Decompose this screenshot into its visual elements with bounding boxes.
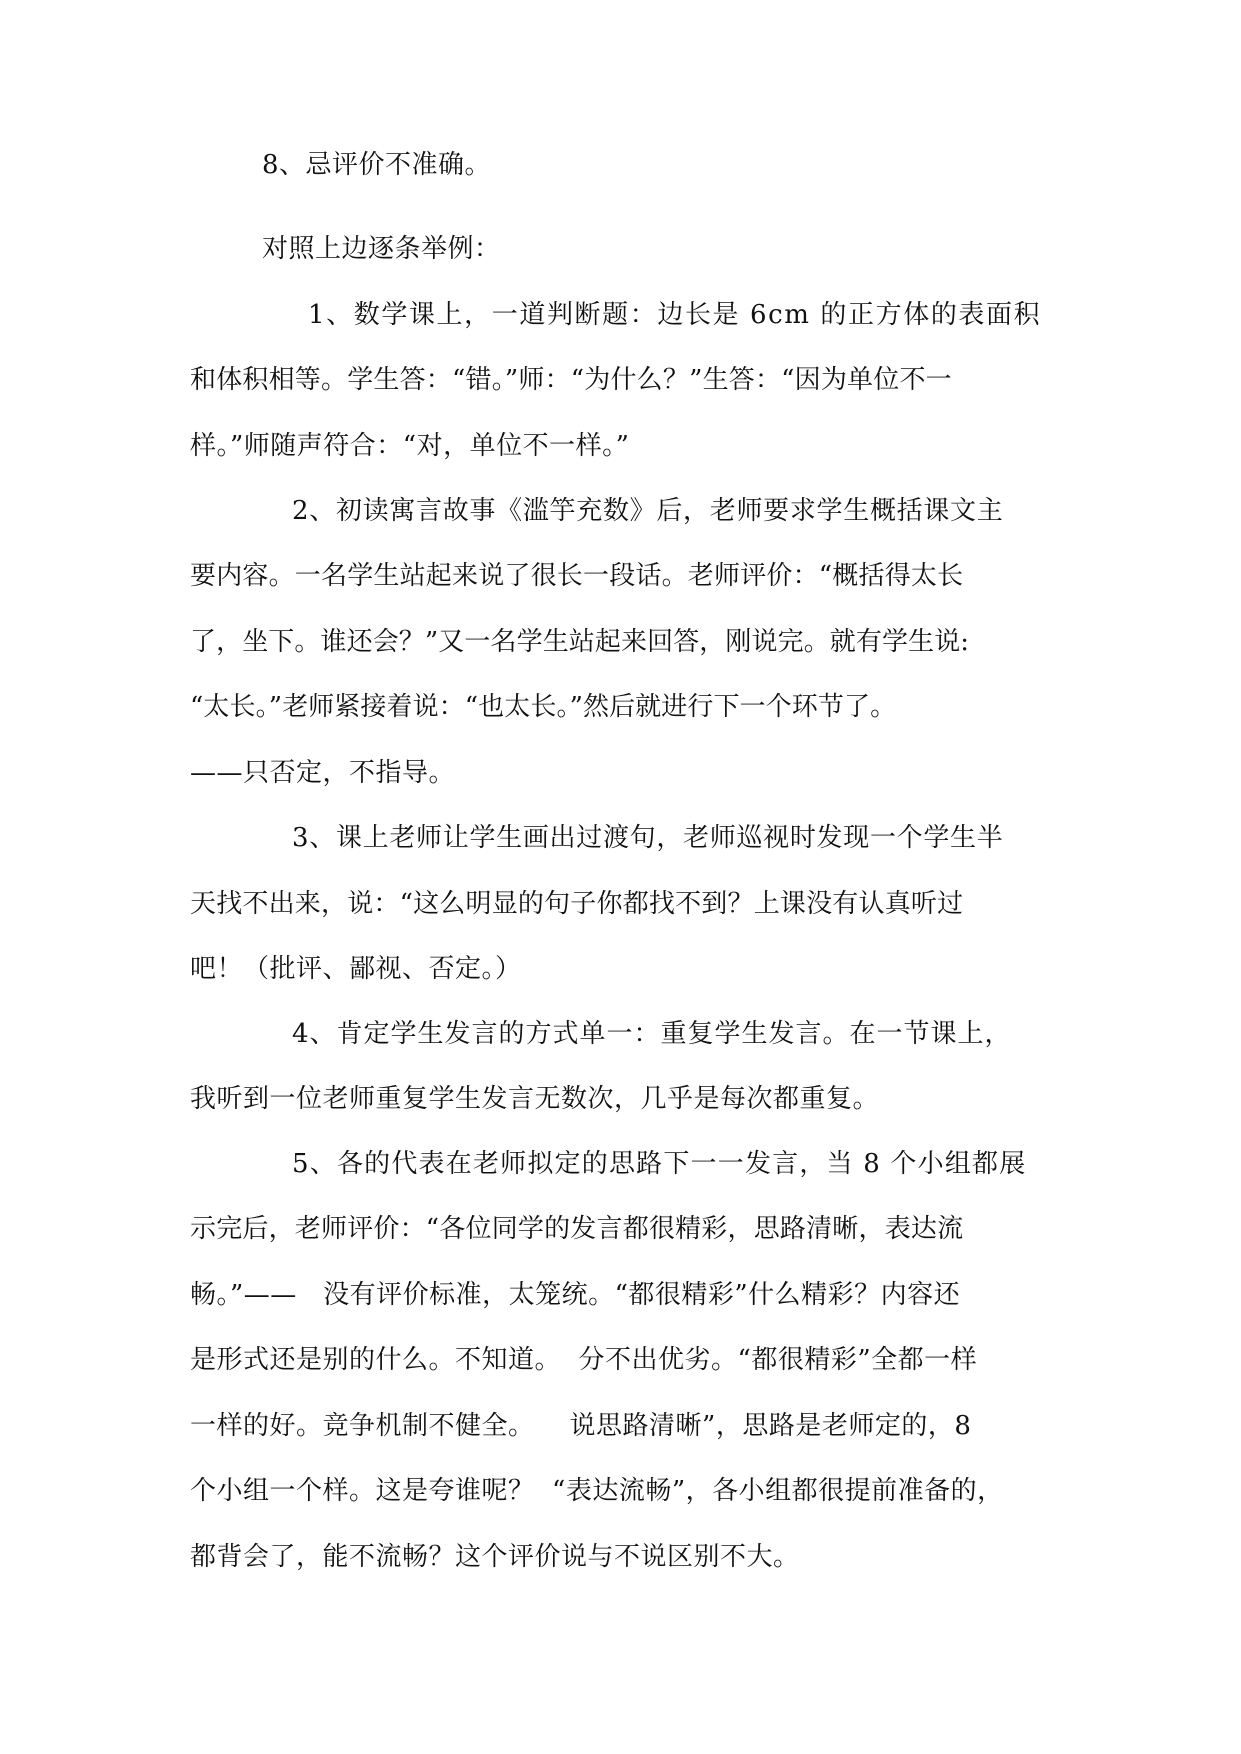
line-09: “太长。”老师紧接着说：“也太长。”然后就进行下一个环节了。 [190,692,897,722]
line-05: 样。”师随声符合：“对，单位不一样。” [190,431,630,461]
line-01: 8、忌评价不准确。 [262,150,492,180]
line-15: 我听到一位老师重复学生发言无数次，几乎是每次都重复。 [190,1084,880,1114]
line-22: 都背会了，能不流畅？这个评价说与不说区别不大。 [190,1542,800,1572]
line-06: 2、初读寓言故事《滥竽充数》后，老师要求学生概括课文主 [292,496,1004,526]
line-11: 3、课上老师让学生画出过渡句，老师巡视时发现一个学生半 [292,823,1004,853]
line-07: 要内容。一名学生站起来说了很长一段话。老师评价：“概括得太长 [190,561,964,591]
line-13: 吧！（批评、鄙视、否定。） [190,954,522,984]
line-16: 5、各的代表在老师拟定的思路下一一发言，当 8 个小组都展 [292,1149,1027,1179]
line-21: 个小组一个样。这是夸谁呢？ “表达流畅”，各小组都很提前准备的， [190,1476,1004,1506]
line-14: 4、肯定学生发言的方式单一：重复学生发言。在一节课上， [292,1019,1012,1049]
line-04: 和体积相等。学生答：“错。”师：“为什么？”生答：“因为单位不一 [190,365,952,395]
line-03: 1、数学课上，一道判断题：边长是 6cm 的正方体的表面积 [308,300,1042,330]
line-10: ——只否定，不指导。 [190,758,456,788]
line-17: 示完后，老师评价：“各位同学的发言都很精彩，思路清晰，表达流 [190,1214,964,1244]
line-20: 一样的好。竞争机制不健全。 说思路清晰”，思路是老师定的，8 [190,1411,972,1441]
line-02: 对照上边逐条举例： [262,234,501,264]
line-12: 天找不出来，说：“这么明显的句子你都找不到？上课没有认真听过 [190,889,964,919]
line-19: 是形式还是别的什么。不知道。 分不出优劣。“都很精彩”全都一样 [190,1345,978,1375]
line-08: 了，坐下。谁还会？”又一名学生站起来回答，刚说完。就有学生说: [190,627,970,657]
line-18: 畅。”—— 没有评价标准，太笼统。“都很精彩”什么精彩？内容还 [190,1280,961,1310]
